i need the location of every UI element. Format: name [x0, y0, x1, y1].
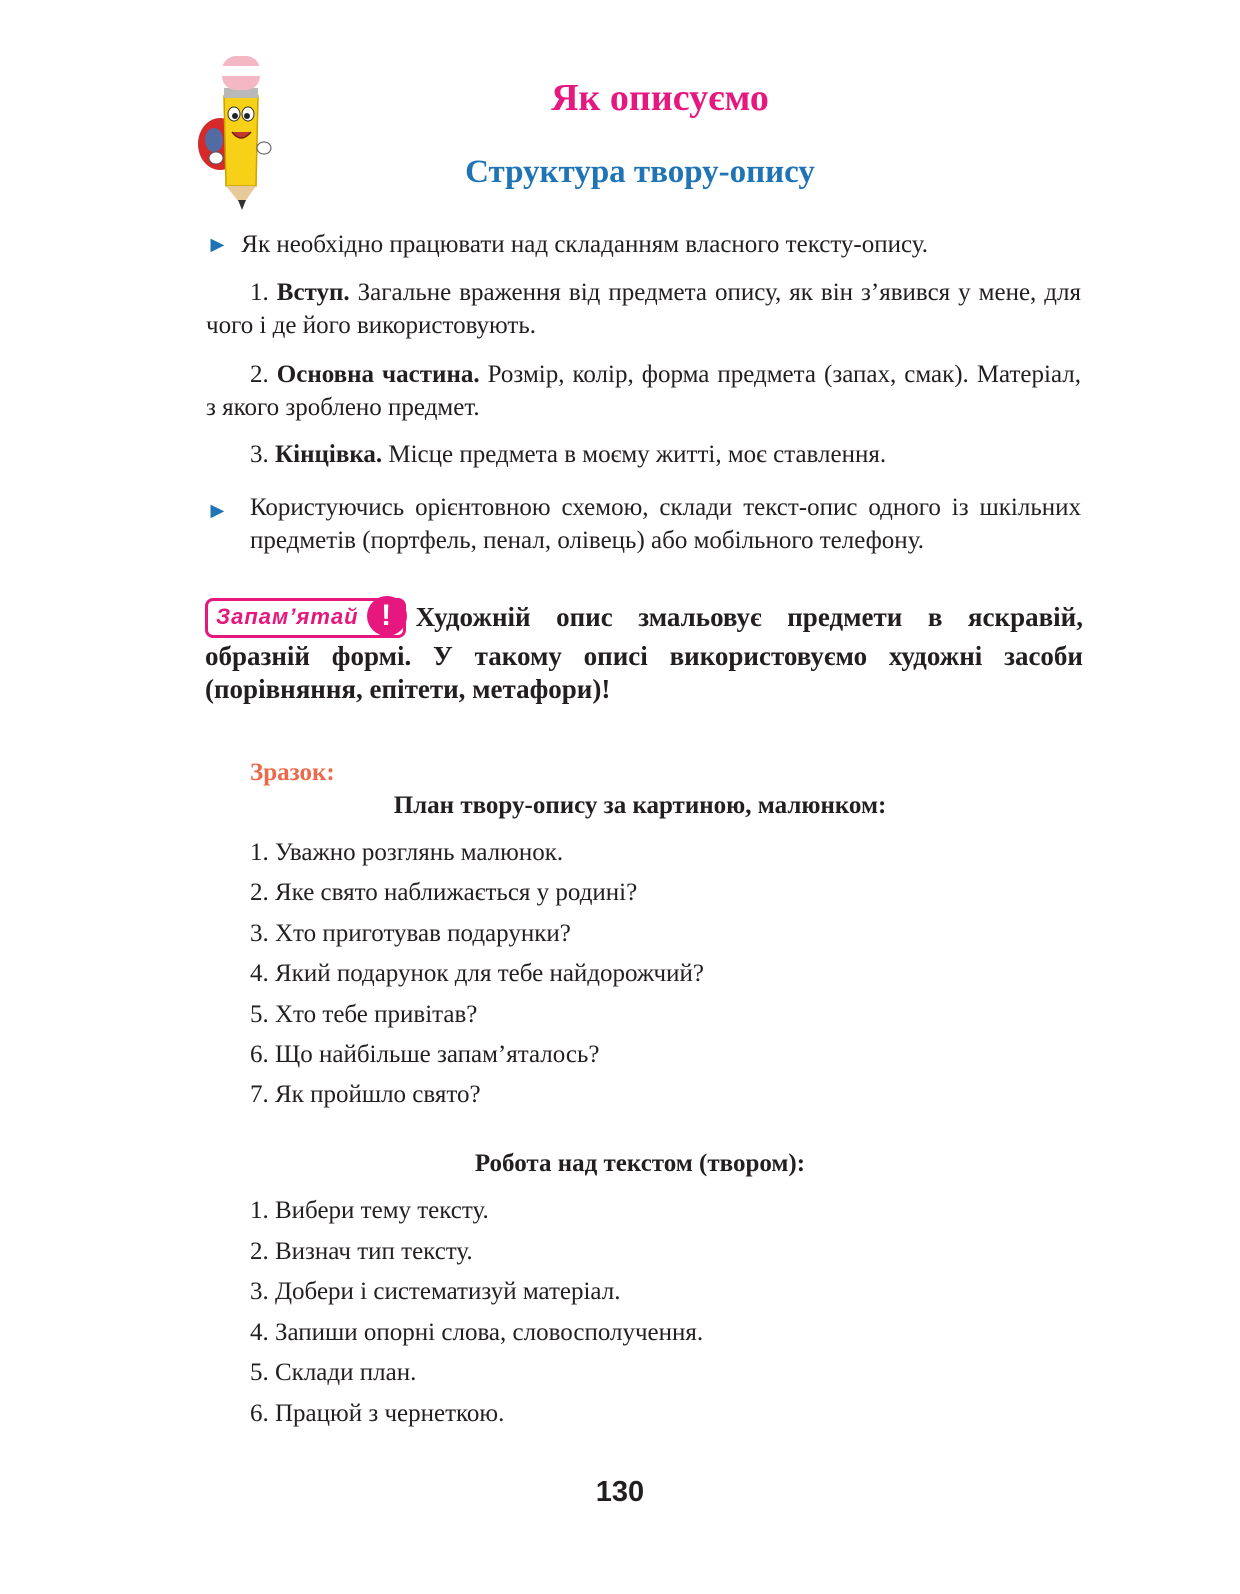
page-number: 130	[595, 1476, 645, 1508]
plan-title: План твору-опису за картиною, малюнком:	[393, 792, 887, 819]
work-item: 2. Визнач тип тексту.	[250, 1238, 473, 1265]
plan-item: 3. Хто приготував подарунки?	[250, 920, 571, 947]
page-title: Як описуємо	[551, 77, 769, 119]
arrow-right-icon: ►	[206, 232, 229, 257]
step-number: 3.	[250, 441, 269, 468]
plan-item: 1. Уважно розглянь малюнок.	[250, 839, 564, 866]
task-text: Користуючись орієнтовною схемою, склади текст-опис одного із шкільних предметів (портфель, пенал, олівець) або мобільного телефону.	[250, 494, 1081, 554]
work-item: 4. Запиши опорні слова, словосполучення.	[250, 1319, 704, 1346]
step-term: Основна частина.	[276, 361, 480, 388]
plan-item: 7. Як пройшло свято?	[250, 1081, 481, 1108]
step-text: Загальне враження від предмета опису, як він з’явився у мене, для чого і де його використовують.	[206, 279, 1082, 339]
remember-text: Художній опис змальовує предмети в яскравій, образній формі. У такому описі використовуємо художні засоби (порівняння, епітети, метафори)!	[205, 602, 1083, 704]
plan-item: 5. Хто тебе привітав?	[250, 1001, 478, 1028]
step-text: Розмір, колір, форма предмета (запах, смак). Матеріал, з якого зроблено предмет.	[206, 361, 1082, 421]
step-ending	[206, 438, 1081, 471]
remember-block	[205, 600, 1083, 706]
work-item: 3. Добери і систематизуй матеріал.	[250, 1278, 621, 1305]
exclamation-icon: !	[367, 596, 407, 636]
pencil-mascot-icon	[196, 48, 280, 214]
remember-badge-label: Запам’ятай	[216, 604, 359, 629]
step-main	[206, 358, 1081, 424]
step-intro	[206, 276, 1081, 342]
section-subtitle: Структура твору-опису	[465, 154, 815, 190]
step-text: Місце предмета в моєму житті, моє ставлення.	[382, 441, 887, 468]
work-item: 1. Вибери тему тексту.	[250, 1197, 489, 1224]
step-term: Вступ.	[276, 279, 350, 306]
step-term: Кінцівка.	[275, 441, 383, 468]
plan-item: 6. Що найбільше запам’яталось?	[250, 1041, 600, 1068]
remember-badge	[205, 598, 406, 638]
step-number: 1.	[250, 279, 269, 306]
arrow-right-icon: ►	[206, 498, 229, 523]
work-item: 5. Склади план.	[250, 1359, 417, 1386]
work-title: Робота над текстом (твором):	[474, 1150, 806, 1177]
lead-text: Як необхідно працювати над складанням власного тексту-опису.	[241, 231, 929, 258]
work-item: 6. Працюй з чернеткою.	[250, 1400, 505, 1427]
sample-label: Зразок:	[250, 759, 335, 786]
plan-item: 4. Який подарунок для тебе найдорожчий?	[250, 960, 704, 987]
step-number: 2.	[250, 361, 269, 388]
plan-item: 2. Яке свято наближається у родині?	[250, 879, 638, 906]
bullet-lead	[206, 228, 1081, 261]
